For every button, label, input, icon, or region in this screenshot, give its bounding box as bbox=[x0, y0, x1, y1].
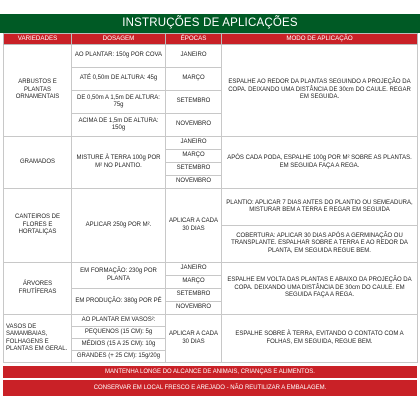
period-cell: APLICAR A CADA 30 DIAS bbox=[166, 315, 222, 363]
table-row bbox=[4, 137, 418, 150]
variety-cell: ÁRVORES FRUTÍFERAS bbox=[4, 263, 72, 315]
table-row bbox=[4, 315, 418, 327]
variety-cell: CANTEIROS DE FLORES E HORTALIÇAS bbox=[4, 189, 72, 263]
dose-cell: APLICAR 250g POR M². bbox=[72, 189, 166, 263]
month-cell: JANEIRO bbox=[166, 45, 222, 68]
mode-cell: COBERTURA: APLICAR 30 DIAS APÓS A GERMINAÇÃO OU TRANSPLANTE. ESPALHAR SOBRE A TERRA E AO REDOR DA PLANTA, EM SEGUIDA REGUE BEM. bbox=[222, 226, 418, 263]
table-row bbox=[4, 189, 418, 226]
period-cell: APLICAR A CADA 30 DIAS bbox=[166, 189, 222, 263]
mode-cell: ESPALHE AO REDOR DA PLANTAS SEGUINDO A PROJEÇÃO DA COPA. DEIXANDO UMA DISTÂNCIA DE 30cm DO CAULE. REGAR EM SEGUIDA. bbox=[222, 45, 418, 137]
mode-cell: ESPALHE EM VOLTA DAS PLANTAS E ABAIXO DA PROJEÇÃO DA COPA. DEIXANDO UMA DISTÂNCIA DE 30cm DO CAULE. EM SEGUIDA FAÇA A REGA. bbox=[222, 263, 418, 315]
header-epocas: ÉPOCAS bbox=[166, 34, 222, 45]
table-row bbox=[4, 263, 418, 276]
month-cell: JANEIRO bbox=[166, 263, 222, 276]
mode-cell: ESPALHE SOBRE À TERRA, EVITANDO O CONTATO COM A FOLHAS, EM SEGUIDA, REGUE BEM. bbox=[222, 315, 418, 363]
dose-cell: ACIMA DE 1,5m DE ALTURA: 150g bbox=[72, 114, 166, 137]
dose-cell: ATÉ 0,50m DE ALTURA: 45g bbox=[72, 68, 166, 91]
month-cell: SETEMBRO bbox=[166, 289, 222, 302]
header-modo: MODO DE APLICAÇÃO bbox=[222, 34, 418, 45]
month-cell: SETEMBRO bbox=[166, 91, 222, 114]
dose-cell: EM PRODUÇÃO: 380g POR PÉ bbox=[72, 289, 166, 315]
warning-banner: MANTENHA LONGE DO ALCANCE DE ANIMAIS, CRIANÇAS E ALIMENTOS. bbox=[3, 366, 417, 378]
header-dosagem: DOSAGEM bbox=[72, 34, 166, 45]
variety-cell: GRAMADOS bbox=[4, 137, 72, 189]
dose-cell: EM FORMAÇÃO: 230g POR PLANTA bbox=[72, 263, 166, 289]
month-cell: NOVEMBRO bbox=[166, 176, 222, 189]
table-header-row bbox=[4, 34, 418, 45]
month-cell: NOVEMBRO bbox=[166, 302, 222, 315]
header-variedades: VARIEDADES bbox=[4, 34, 72, 45]
variety-cell: ARBUSTOS E PLANTAS ORNAMENTAIS bbox=[4, 45, 72, 137]
dose-cell: MÉDIOS (15 A 25 CM): 10g bbox=[72, 339, 166, 351]
dose-cell: PEQUENOS (15 CM): 5g bbox=[72, 327, 166, 339]
table-row bbox=[4, 45, 418, 68]
dose-cell: DE 0,50m A 1,5m DE ALTURA: 75g bbox=[72, 91, 166, 114]
storage-banner: CONSERVAR EM LOCAL FRESCO E AREJADO - NÃO REUTILIZAR A EMBALAGEM. bbox=[3, 380, 417, 396]
month-cell: MARÇO bbox=[166, 276, 222, 289]
month-cell: MARÇO bbox=[166, 150, 222, 163]
dose-cell: MISTURE À TERRA 100g POR M² NO PLANTIO. bbox=[72, 137, 166, 189]
dose-cell: AO PLANTAR: 150g POR COVA bbox=[72, 45, 166, 68]
dose-cell: AO PLANTAR EM VASOS²: bbox=[72, 315, 166, 327]
month-cell: MARÇO bbox=[166, 68, 222, 91]
variety-cell: VASOS DE SAMAMBAIAS, FOLHAGENS E PLANTAS EM GERAL. bbox=[4, 315, 72, 363]
month-cell: SETEMBRO bbox=[166, 163, 222, 176]
dose-cell: GRANDES (+ 25 CM): 15g/20g bbox=[72, 351, 166, 363]
mode-cell: PLANTIO: APLICAR 7 DIAS ANTES DO PLANTIO OU SEMEADURA, MISTURAR BEM A TERRA E REGAR EM SEGUIDA bbox=[222, 189, 418, 226]
month-cell: NOVEMBRO bbox=[166, 114, 222, 137]
page-title: INSTRUÇÕES DE APLICAÇÕES bbox=[0, 14, 420, 33]
month-cell: JANEIRO bbox=[166, 137, 222, 150]
application-table bbox=[3, 33, 418, 363]
mode-cell: APÓS CADA PODA, ESPALHE 100g POR M² SOBRE AS PLANTAS. EM SEGUIDA FAÇA A REGA. bbox=[222, 137, 418, 189]
